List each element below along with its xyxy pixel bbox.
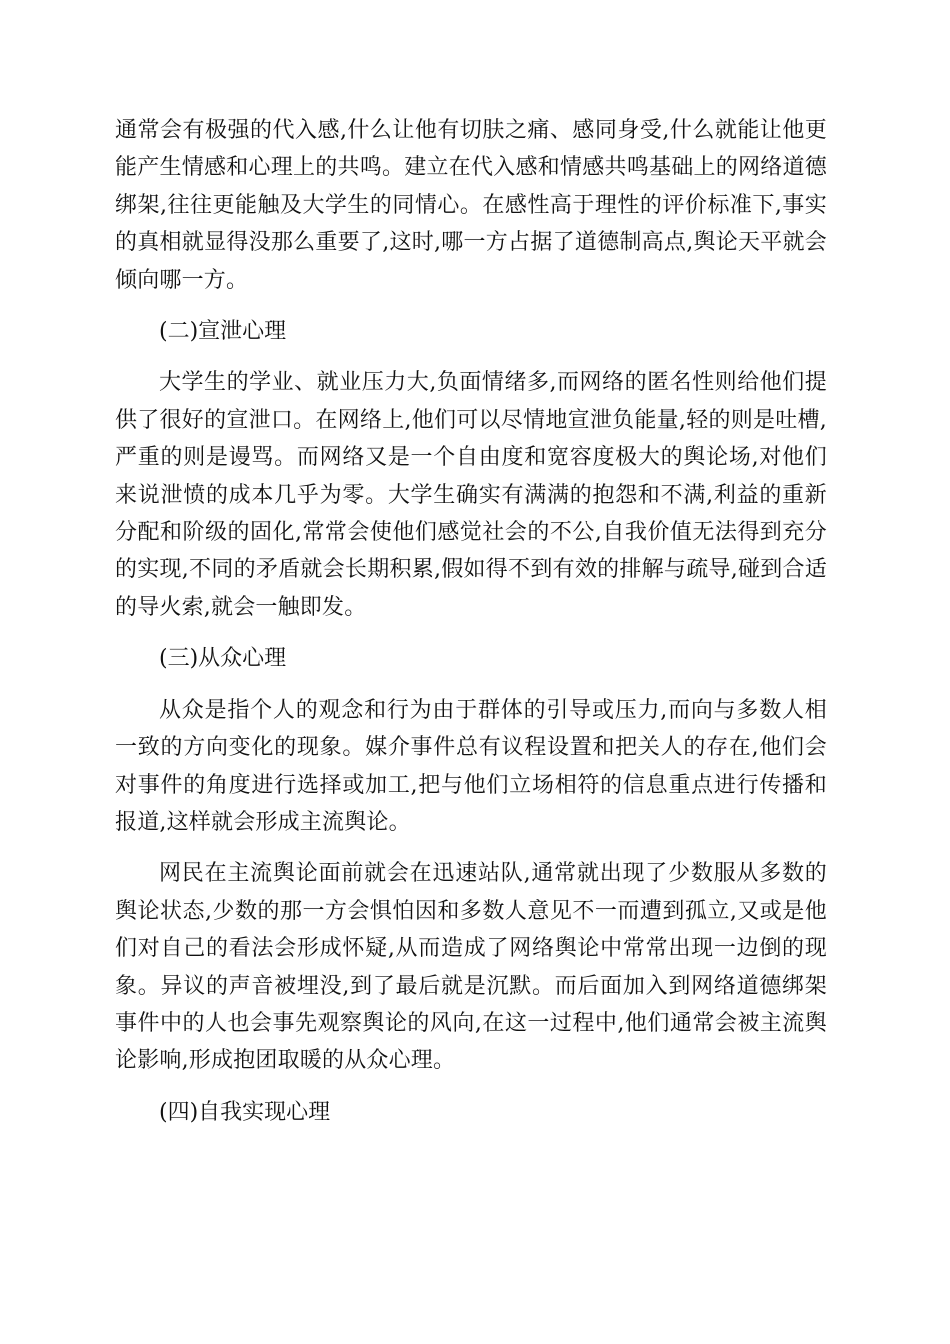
heading-venting-psychology: (二)宣泄心理: [159, 319, 287, 345]
paragraph-empathy-continued: 通常会有极强的代入感,什么让他有切肤之痛、感同身受,什么就能让他更能产生情感和心理上的共鸣。建立在代入感和情感共鸣基础上的网络道德绑架,往往更能触及大学生的同情心。在感性高于理性的评价标准下,事实的真相就显得没那么重要了,这时,哪一方占据了道德制高点,舆论天平就会倾向哪一方。: [115, 118, 827, 293]
heading-self-actualization-psychology: (四)自我实现心理: [159, 1099, 331, 1125]
heading-conformity-psychology: (三)从众心理: [159, 646, 287, 672]
paragraph-conformity-netizens: 网民在主流舆论面前就会在迅速站队,通常就出现了少数服从多数的舆论状态,少数的那一方会惧怕因和多数人意见不一而遭到孤立,又或是他们对自己的看法会形成怀疑,从而造成了网络舆论中常常出现一边倒的现象。异议的声音被埋没,到了最后就是沉默。而后面加入到网络道德绑架事件中的人也会事先观察舆论的风向,在这一过程中,他们通常会被主流舆论影响,形成抱团取暖的从众心理。: [115, 861, 827, 1074]
paragraph-conformity-definition: 从众是指个人的观念和行为由于群体的引导或压力,而向与多数人相一致的方向变化的现象。媒介事件总有议程设置和把关人的存在,他们会对事件的角度进行选择或加工,把与他们立场相符的信息重点进行传播和报道,这样就会形成主流舆论。: [115, 697, 827, 835]
paragraph-venting: 大学生的学业、就业压力大,负面情绪多,而网络的匿名性则给他们提供了很好的宣泄口。在网络上,他们可以尽情地宣泄负能量,轻的则是吐槽,严重的则是谩骂。而网络又是一个自由度和宽容度极大的舆论场,对他们来说泄愤的成本几乎为零。大学生确实有满满的抱怨和不满,利益的重新分配和阶级的固化,常常会使他们感觉社会的不公,自我价值无法得到充分的实现,不同的矛盾就会长期积累,假如得不到有效的排解与疏导,碰到合适的导火索,就会一触即发。: [115, 370, 827, 620]
document-page: [115, 112, 827, 1131]
